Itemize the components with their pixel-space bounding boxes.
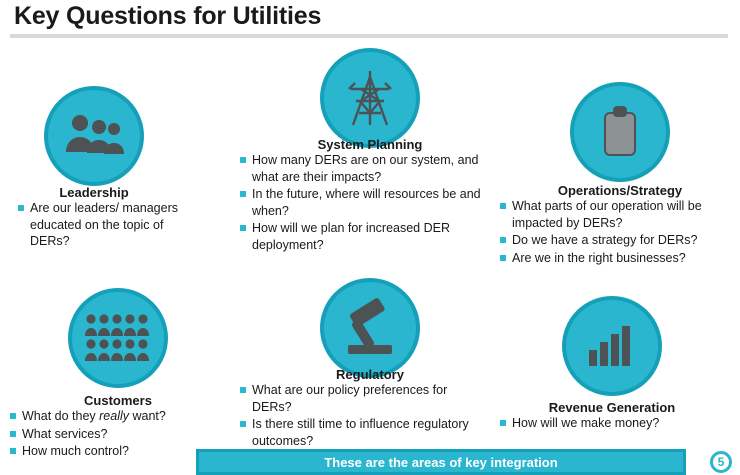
bar-chart-icon xyxy=(587,324,637,368)
list-item: How many DERs are on our system, and what are their impacts? xyxy=(240,152,490,185)
slide-number-badge: 5 xyxy=(710,451,732,473)
bullet-square-icon xyxy=(10,448,16,454)
bullet-square-icon xyxy=(240,157,246,163)
operations-strategy-heading: Operations/Strategy xyxy=(557,183,683,198)
system-planning-icon-circle xyxy=(320,48,420,148)
bullet-square-icon xyxy=(500,255,506,261)
revenue-generation-heading: Revenue Generation xyxy=(548,400,676,415)
customers-heading: Customers xyxy=(84,393,152,408)
bullet-square-icon xyxy=(10,431,16,437)
system-planning-bullets xyxy=(240,152,490,254)
bullet-square-icon xyxy=(500,203,506,209)
revenue-generation-icon-circle xyxy=(562,296,662,396)
regulatory-heading: Regulatory xyxy=(336,367,404,382)
regulatory-icon-circle xyxy=(320,278,420,378)
people-group-icon xyxy=(63,114,125,158)
leadership-heading: Leadership xyxy=(59,185,129,200)
bullet-square-icon xyxy=(240,191,246,197)
transmission-tower-icon xyxy=(343,67,397,129)
system-planning-heading: System Planning xyxy=(317,137,423,152)
operations-strategy-bullets xyxy=(500,198,730,267)
list-item: Are our leaders/ managers educated on the topic of DERs? xyxy=(18,200,200,250)
customers-bullet-1: What do they really want? xyxy=(22,409,166,423)
list-item: How much control? xyxy=(10,443,210,460)
revenue-generation-bullets xyxy=(500,415,730,433)
leadership-icon-circle xyxy=(44,86,144,186)
bullet-square-icon xyxy=(18,205,24,211)
list-item xyxy=(10,408,210,425)
list-item: Are we in the right businesses? xyxy=(500,250,730,267)
list-item: Is there still time to influence regulatory outcomes? xyxy=(240,416,490,449)
operations-strategy-icon-circle xyxy=(570,82,670,182)
page-title: Key Questions for Utilities xyxy=(14,2,322,30)
bullet-square-icon xyxy=(240,225,246,231)
bullet-square-icon xyxy=(500,420,506,426)
list-item: Do we have a strategy for DERs? xyxy=(500,232,730,249)
list-item: How will we make money? xyxy=(500,415,730,432)
regulatory-bullets xyxy=(240,382,490,450)
customers-bullets xyxy=(10,408,210,461)
bullet-square-icon xyxy=(10,413,16,419)
list-item: What are our policy preferences for DERs? xyxy=(240,382,490,415)
gavel-icon xyxy=(340,299,400,357)
list-item: How will we plan for increased DER deployment? xyxy=(240,220,490,253)
clipboard-icon xyxy=(600,104,640,160)
bottom-banner: These are the areas of key integration xyxy=(196,449,686,475)
bullet-square-icon xyxy=(500,237,506,243)
leadership-bullets xyxy=(18,200,200,251)
bullet-square-icon xyxy=(240,387,246,393)
title-divider xyxy=(10,34,728,38)
list-item: What services? xyxy=(10,426,210,443)
list-item: In the future, where will resources be and when? xyxy=(240,186,490,219)
crowd-people-icon xyxy=(83,312,153,364)
list-item: What parts of our operation will be impacted by DERs? xyxy=(500,198,730,231)
customers-icon-circle xyxy=(68,288,168,388)
bullet-square-icon xyxy=(240,421,246,427)
